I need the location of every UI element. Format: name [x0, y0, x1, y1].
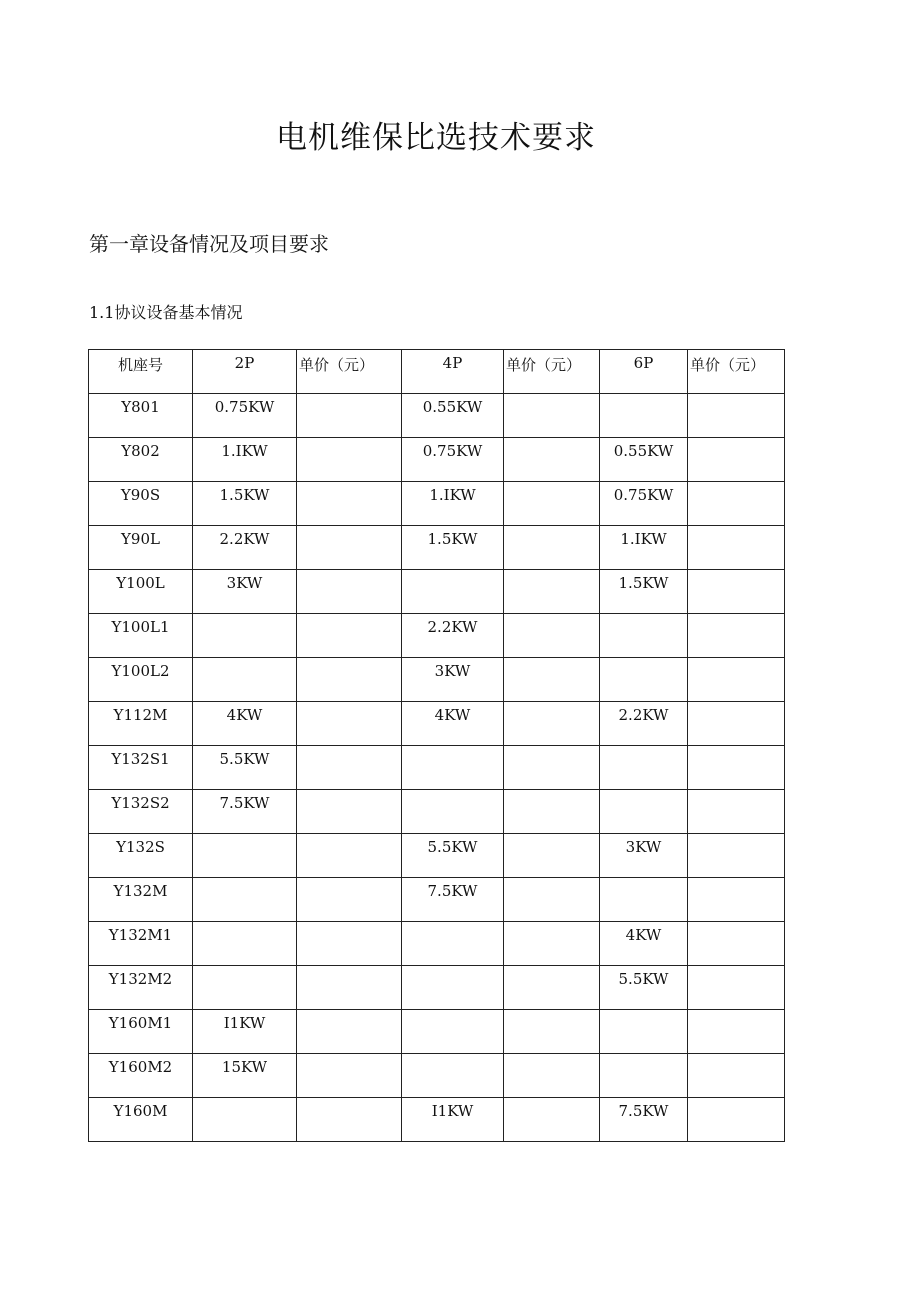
table-row	[89, 746, 785, 790]
cell-unit-price-4p	[504, 702, 600, 746]
cell-power-4p: 0.55KW	[402, 394, 504, 438]
header-2p: 2P	[193, 350, 297, 394]
cell-power-2p: 2.2KW	[193, 526, 297, 570]
cell-frame-number: Y802	[89, 438, 193, 482]
cell-unit-price-4p	[504, 570, 600, 614]
cell-unit-price-2p	[297, 1054, 402, 1098]
cell-unit-price-4p	[504, 922, 600, 966]
cell-unit-price-2p	[297, 394, 402, 438]
header-4p: 4P	[402, 350, 504, 394]
cell-unit-price-6p	[688, 746, 785, 790]
cell-power-4p	[402, 746, 504, 790]
cell-unit-price-6p	[688, 966, 785, 1010]
cell-power-2p	[193, 1098, 297, 1142]
cell-unit-price-4p	[504, 482, 600, 526]
cell-power-2p: 1.IKW	[193, 438, 297, 482]
cell-unit-price-4p	[504, 746, 600, 790]
cell-unit-price-6p	[688, 570, 785, 614]
cell-unit-price-4p	[504, 658, 600, 702]
cell-unit-price-4p	[504, 394, 600, 438]
cell-unit-price-4p	[504, 834, 600, 878]
table-row	[89, 526, 785, 570]
cell-unit-price-2p	[297, 614, 402, 658]
cell-power-6p: 4KW	[600, 922, 688, 966]
cell-power-2p: 4KW	[193, 702, 297, 746]
cell-power-2p	[193, 834, 297, 878]
table-row	[89, 482, 785, 526]
cell-unit-price-2p	[297, 834, 402, 878]
table-row	[89, 966, 785, 1010]
cell-power-6p: 3KW	[600, 834, 688, 878]
section-heading: 1.1协议设备基本情况	[89, 303, 243, 322]
cell-power-4p: 3KW	[402, 658, 504, 702]
cell-unit-price-6p	[688, 658, 785, 702]
table-row	[89, 438, 785, 482]
table-row	[89, 790, 785, 834]
table-row	[89, 394, 785, 438]
table-row	[89, 878, 785, 922]
cell-frame-number: Y801	[89, 394, 193, 438]
header-unit-price-4p: 单价（元）	[504, 350, 600, 394]
cell-power-2p: I1KW	[193, 1010, 297, 1054]
cell-frame-number: Y100L1	[89, 614, 193, 658]
cell-frame-number: Y132M2	[89, 966, 193, 1010]
chapter-heading: 第一章设备情况及项目要求	[89, 232, 329, 256]
cell-unit-price-2p	[297, 966, 402, 1010]
header-frame-number: 机座号	[89, 350, 193, 394]
cell-frame-number: Y100L	[89, 570, 193, 614]
table-row	[89, 922, 785, 966]
cell-unit-price-2p	[297, 482, 402, 526]
cell-unit-price-2p	[297, 878, 402, 922]
cell-power-4p	[402, 922, 504, 966]
cell-power-4p: 4KW	[402, 702, 504, 746]
cell-unit-price-6p	[688, 438, 785, 482]
cell-unit-price-4p	[504, 1098, 600, 1142]
cell-unit-price-2p	[297, 922, 402, 966]
cell-unit-price-4p	[504, 1054, 600, 1098]
cell-power-6p: 2.2KW	[600, 702, 688, 746]
cell-power-2p: 1.5KW	[193, 482, 297, 526]
cell-power-2p: 0.75KW	[193, 394, 297, 438]
cell-frame-number: Y132S2	[89, 790, 193, 834]
table-row	[89, 658, 785, 702]
cell-power-4p: I1KW	[402, 1098, 504, 1142]
cell-power-2p: 3KW	[193, 570, 297, 614]
cell-unit-price-6p	[688, 394, 785, 438]
cell-frame-number: Y100L2	[89, 658, 193, 702]
cell-power-6p	[600, 394, 688, 438]
cell-unit-price-6p	[688, 922, 785, 966]
cell-power-2p: 15KW	[193, 1054, 297, 1098]
cell-power-6p: 0.55KW	[600, 438, 688, 482]
cell-unit-price-2p	[297, 1098, 402, 1142]
cell-power-4p	[402, 1010, 504, 1054]
cell-power-4p	[402, 1054, 504, 1098]
table-row	[89, 702, 785, 746]
cell-power-2p	[193, 966, 297, 1010]
cell-frame-number: Y160M2	[89, 1054, 193, 1098]
cell-unit-price-6p	[688, 702, 785, 746]
cell-frame-number: Y132S	[89, 834, 193, 878]
cell-power-6p	[600, 658, 688, 702]
cell-power-6p: 0.75KW	[600, 482, 688, 526]
document-title: 电机维保比选技术要求	[276, 120, 596, 156]
cell-frame-number: Y160M	[89, 1098, 193, 1142]
cell-unit-price-2p	[297, 790, 402, 834]
cell-unit-price-6p	[688, 834, 785, 878]
cell-frame-number: Y132M1	[89, 922, 193, 966]
cell-power-4p: 5.5KW	[402, 834, 504, 878]
cell-power-6p: 1.IKW	[600, 526, 688, 570]
cell-power-6p: 7.5KW	[600, 1098, 688, 1142]
cell-frame-number: Y90L	[89, 526, 193, 570]
cell-unit-price-2p	[297, 526, 402, 570]
cell-unit-price-2p	[297, 746, 402, 790]
cell-power-2p: 7.5KW	[193, 790, 297, 834]
cell-power-6p: 1.5KW	[600, 570, 688, 614]
cell-power-2p	[193, 658, 297, 702]
cell-unit-price-4p	[504, 438, 600, 482]
cell-power-2p	[193, 878, 297, 922]
cell-unit-price-6p	[688, 1010, 785, 1054]
cell-power-6p	[600, 1054, 688, 1098]
header-6p: 6P	[600, 350, 688, 394]
cell-unit-price-2p	[297, 570, 402, 614]
cell-unit-price-6p	[688, 790, 785, 834]
table-row	[89, 570, 785, 614]
cell-unit-price-4p	[504, 1010, 600, 1054]
cell-power-6p	[600, 1010, 688, 1054]
cell-frame-number: Y160M1	[89, 1010, 193, 1054]
header-unit-price-6p: 单价（元）	[688, 350, 785, 394]
cell-frame-number: Y112M	[89, 702, 193, 746]
cell-unit-price-2p	[297, 1010, 402, 1054]
cell-unit-price-2p	[297, 438, 402, 482]
cell-unit-price-6p	[688, 482, 785, 526]
cell-power-4p	[402, 570, 504, 614]
cell-power-4p: 0.75KW	[402, 438, 504, 482]
cell-power-4p	[402, 966, 504, 1010]
table-row	[89, 614, 785, 658]
cell-frame-number: Y132M	[89, 878, 193, 922]
cell-power-2p	[193, 922, 297, 966]
cell-power-2p: 5.5KW	[193, 746, 297, 790]
cell-unit-price-4p	[504, 966, 600, 1010]
cell-unit-price-4p	[504, 526, 600, 570]
cell-unit-price-6p	[688, 1054, 785, 1098]
header-unit-price-2p: 单价（元）	[297, 350, 402, 394]
cell-unit-price-2p	[297, 658, 402, 702]
cell-unit-price-4p	[504, 790, 600, 834]
cell-unit-price-6p	[688, 1098, 785, 1142]
cell-frame-number: Y132S1	[89, 746, 193, 790]
cell-unit-price-2p	[297, 702, 402, 746]
cell-power-4p: 7.5KW	[402, 878, 504, 922]
cell-unit-price-4p	[504, 614, 600, 658]
cell-unit-price-6p	[688, 614, 785, 658]
cell-power-4p: 1.IKW	[402, 482, 504, 526]
cell-power-4p: 2.2KW	[402, 614, 504, 658]
cell-unit-price-4p	[504, 878, 600, 922]
table-body	[89, 394, 785, 1142]
table-row	[89, 834, 785, 878]
cell-power-6p	[600, 614, 688, 658]
cell-power-6p	[600, 790, 688, 834]
cell-unit-price-6p	[688, 526, 785, 570]
cell-power-6p	[600, 878, 688, 922]
cell-power-6p	[600, 746, 688, 790]
cell-power-6p: 5.5KW	[600, 966, 688, 1010]
cell-power-4p	[402, 790, 504, 834]
cell-power-4p: 1.5KW	[402, 526, 504, 570]
table-row	[89, 1054, 785, 1098]
table-header-row	[89, 350, 785, 394]
cell-power-2p	[193, 614, 297, 658]
cell-unit-price-6p	[688, 878, 785, 922]
cell-frame-number: Y90S	[89, 482, 193, 526]
table-row	[89, 1098, 785, 1142]
table-row	[89, 1010, 785, 1054]
motor-spec-table	[88, 349, 785, 1142]
